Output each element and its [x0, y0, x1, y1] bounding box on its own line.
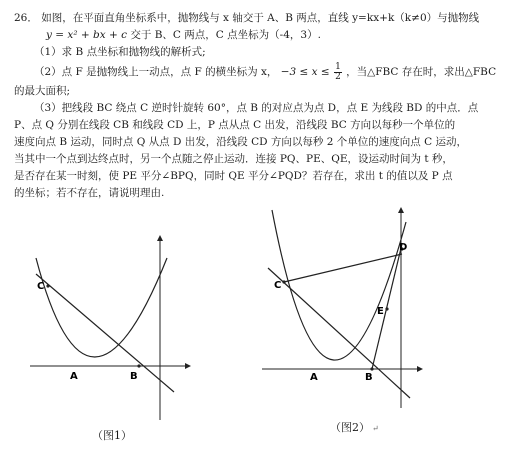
part-3-line-5: 是否存在某一时刻，使 PE 平分∠BPQ，同时 QE 平分∠PQD？若存在，求出 t 的值以及 P 点 — [14, 170, 453, 182]
problem-number: 26． — [14, 12, 38, 24]
stem-text-1: 如图，在平面直角坐标系中，抛物线与 x 轴交于 A、B 两点，直线 y=kx+k（k≠0）与抛物线 — [41, 12, 480, 24]
stem-text-2: 交于 B、C 两点，C 点坐标为（-4，3）. — [130, 29, 321, 41]
point-c — [46, 284, 49, 287]
label-b: B — [365, 372, 373, 383]
point-c — [282, 280, 285, 283]
part-2-text-b: ，当△FBC 存在时，求出△FBC — [346, 66, 497, 78]
return-mark: ↵ — [372, 424, 379, 433]
fraction-denominator: 2 — [335, 71, 341, 82]
fraction-one-half — [334, 63, 342, 82]
stem-line-1 — [14, 10, 510, 27]
part-2 — [14, 61, 510, 83]
point-b — [137, 364, 140, 367]
part-3-line-2: P、点 Q 分别在线段 CB 和线段 CD 上，P 点从点 C 出发，沿线段 BC 方向以每秒一个单位的 — [14, 119, 456, 131]
problem-text — [14, 10, 510, 202]
part-1: （1）求 B 点坐标和抛物线的解析式; — [34, 46, 206, 58]
stem-line-2 — [14, 27, 510, 44]
label-e: E — [377, 306, 384, 317]
label-a: A — [70, 371, 78, 382]
part-2-text-a: （2）点 F 是抛物线上一动点，点 F 的横坐标为 x， — [34, 66, 278, 78]
part-3-line-3: 速度向点 B 运动，同时点 Q 从点 D 出发，沿线段 CD 方向以每秒 2 个单位的速度向点 C 运动， — [14, 136, 467, 148]
parabola-equation: y = x² + bx + c — [46, 29, 128, 41]
label-d: D — [399, 242, 408, 253]
label-a: A — [310, 372, 318, 383]
parabola-curve — [36, 258, 167, 357]
figure-1-caption: （图1） — [92, 429, 132, 442]
parabola-curve — [272, 210, 406, 360]
fraction-numerator: 1 — [335, 61, 341, 72]
part-3-line-1: （3）把线段 BC 绕点 C 逆时针旋转 60°，点 B 的对应点为点 D，点 E 为线段 BD 的中点．点 — [34, 102, 479, 114]
line-cb — [268, 268, 410, 398]
part-3-line-4: 当其中一个点到达终点时，另一个点随之停止运动．连接 PQ、PE、QE，设运动时间为 t 秒， — [14, 153, 453, 165]
point-e — [385, 307, 388, 310]
point-b — [370, 367, 373, 370]
figure-1 — [22, 232, 194, 422]
label-b: B — [130, 371, 138, 382]
label-c: C — [274, 280, 282, 291]
figure-2-caption-text: （图2） — [330, 421, 370, 434]
figure-2 — [256, 204, 426, 410]
figure-2-caption — [330, 419, 379, 435]
line-cb — [36, 274, 174, 392]
part-2-continued: 的最大面积; — [14, 85, 71, 97]
segment-cd — [284, 254, 402, 282]
part-3-line-6: 的坐标；若不存在，请说明理由. — [14, 187, 165, 199]
part-2-inequality: −3 ≤ x ≤ — [280, 66, 330, 78]
label-c: C — [37, 281, 45, 292]
